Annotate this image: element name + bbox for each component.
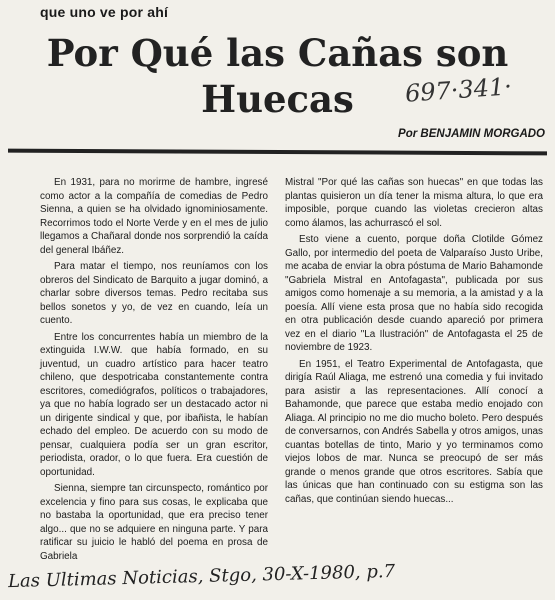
article-column-left [40,176,268,566]
paragraph: En 1951, el Teatro Experimental de Antofagasta, que dirigía Raúl Aliaga, me estrenó una comedia y fui invitado para asistir a las representaciones. Allí conocí a Bahamonde, que parece que estaba medio enojado con Aliaga. Al principio no me dio mucho boleto. Pero después de conversarnos, con Andrés Sabella y otros amigos, unas cuantas botellas de tinto, Mario y yo terminamos como viejos lobos de mar. Nunca se preocupó de ser más grande o menos grande que otros escritores. Sabía que las únicas que han continuado con su estigma son las cañas, que continúan siendo huecas... [285,358,543,505]
header-rule [8,149,547,156]
handwritten-source-note: Las Ultimas Noticias, Stgo, 30-X-1980, p.7 [7,560,396,593]
section-kicker: que uno ve por ahí [40,4,169,20]
handwritten-catalog-number: 697·341· [404,72,513,108]
article-title: Por Qué las Cañas son Huecas [46,31,509,121]
paragraph: En 1931, para no morirme de hambre, ingresé como actor a la compañía de comedias de Pedro Sienna, a quien se ha olvidado ignominiosamente. Recorrimos todo el Norte Verde y en el mes de julio llegamos a Chañaral donde nos sorprendió la caída del general Ibáñez. [40,177,268,256]
paragraph: Para matar el tiempo, nos reuníamos con los obreros del Sindicato de Barquito a jugar dominó, a charlar sobre diversos temas. Pedro recitaba sus bellos sonetos y yo, de vez en cuando, leía un cuento. [40,261,268,326]
paragraph: Entre los concurrentes había un miembro de la extinguida I.W.W. que había formado, en su juventud, un cuadro artístico para hacer teatro chileno, que despotricaba constantemente contra escritores, comediógrafos, políticos o trabajadores, ya que no había logrado ser un destacado actor ni un dirigente sindical y que, por ibañista, le habían echado del empleo. De acuerdo con su modo de pensar, cualquiera podía ser un gran escritor, periodista, orador, o lo que fuera. Era cuestión de oportunidad. [40,331,268,478]
paragraph: Sienna, siempre tan circunspecto, romántico por excelencia y fino para sus cosas, le explicaba que no bastaba la oportunidad, que era preciso tener algo... que no se adquiere en ninguna parte. Y para ratificar su juicio le habló del poema en prosa de Gabriela [40,483,268,562]
paragraph: Esto viene a cuento, porque doña Clotilde Gómez Gallo, por intermedio del poeta de Valparaíso Justo Uribe, me acaba de enviar la obra póstuma de Mario Bahamonde "Gabriela Mistral en Antofagasta", publicada por sus amigos como homenaje a su memoria, a la amistad y a la poesía. Allí viene esta prosa que no había sido recogida en otra publicación desde cuando apareció por primera vez en el diario "La Ilustración" de Antofagasta el 25 de noviembre de 1923. [285,234,543,353]
article-byline: Por BENJAMIN MORGADO [398,128,545,140]
article-column-right [285,176,543,509]
paragraph: Mistral "Por qué las cañas son huecas" en que todas las plantas quisieron un día tener la misma altura, lo que era imposible, porque cuando las violetas crecieron altas como álamos, las achurrascó el sol. [285,177,543,229]
